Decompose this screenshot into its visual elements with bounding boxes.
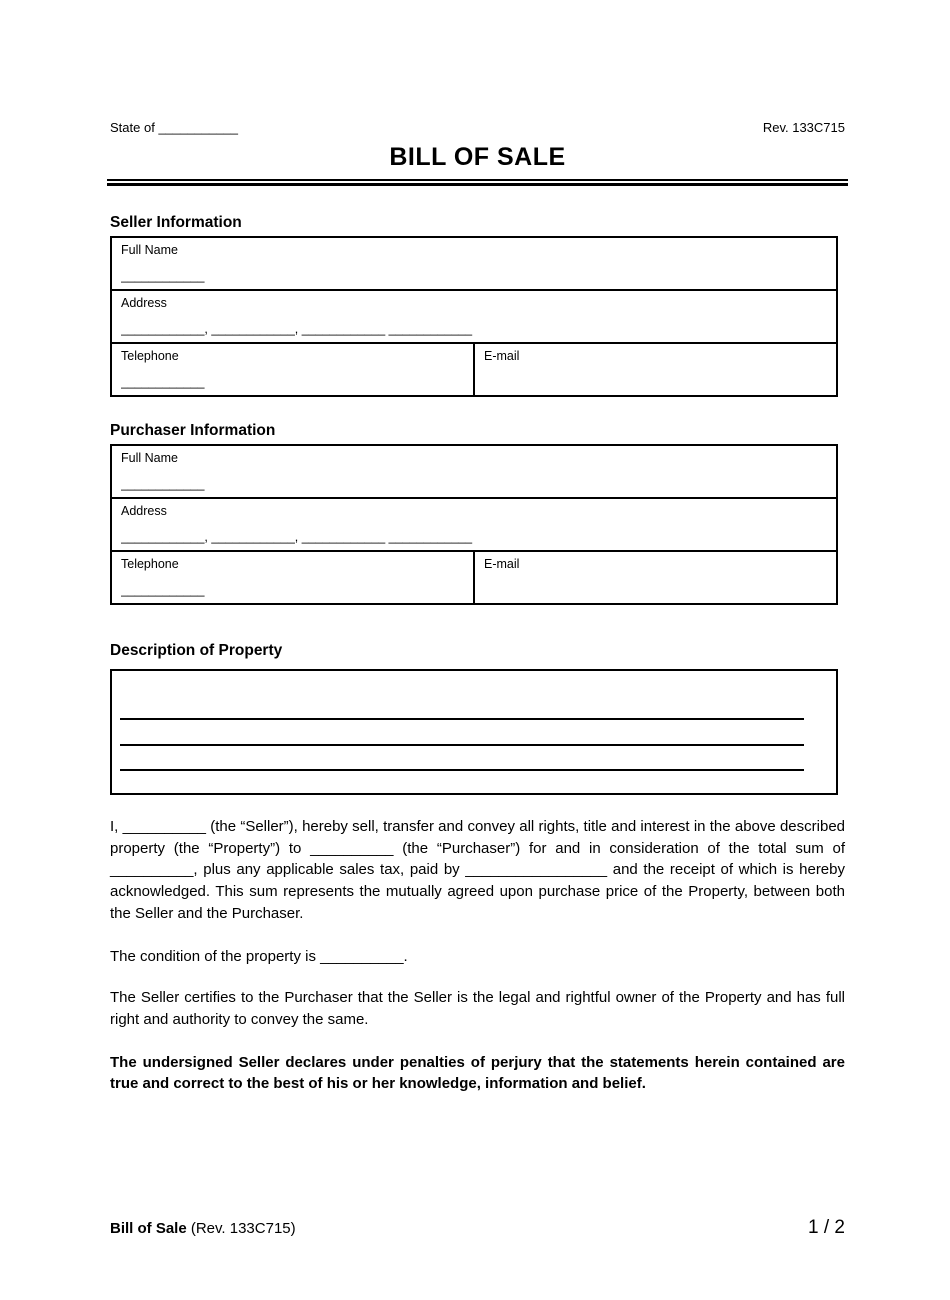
state-of-blank[interactable]: ___________ (158, 120, 238, 135)
description-blank-line[interactable] (120, 718, 804, 720)
full-name-label: Full Name (121, 243, 178, 257)
table-row (111, 237, 837, 290)
page-header (110, 120, 845, 135)
table-row (111, 551, 837, 604)
purchaser-address-cell (112, 499, 836, 550)
seller-telephone-blank[interactable]: ____________ (121, 376, 205, 389)
purchaser-full-name-cell (112, 446, 836, 497)
title-divider (107, 179, 848, 186)
seller-info-table (110, 236, 838, 397)
table-row (111, 498, 837, 551)
paragraph-perjury-declaration: The undersigned Seller declares under penalties of perjury that the statements herein contained are true and correct to the best of his or her knowledge, information and belief. (110, 1053, 845, 1093)
seller-address-blank[interactable]: ____________, ____________, ____________ ____________ (121, 323, 473, 336)
seller-address-cell (112, 291, 836, 342)
paragraph-sale-terms: I, __________ (the “Seller”), hereby sell, transfer and convey all rights, title and interest in the above described property (the “Property”) to __________ (the “Purchaser”) for and in consideration of the total sum of __________, plus any applicable sales tax, paid by _________________ and the receipt of which is hereby acknowledged. This sum represents the mutually agreed upon purchase price of the Property, between both the Seller and the Purchaser. (110, 818, 845, 922)
purchaser-address-blank[interactable]: ____________, ____________, ____________ ____________ (121, 531, 473, 544)
telephone-label: Telephone (121, 349, 179, 363)
seller-full-name-blank[interactable]: ____________ (121, 270, 205, 283)
purchaser-full-name-blank[interactable]: ____________ (121, 478, 205, 491)
footer-doc-title: Bill of Sale (110, 1220, 187, 1237)
full-name-label: Full Name (121, 451, 178, 465)
purchaser-info-table (110, 444, 838, 605)
seller-section-heading: Seller Information (110, 214, 242, 231)
purchaser-section-heading: Purchaser Information (110, 422, 276, 439)
purchaser-telephone-blank[interactable]: ____________ (121, 584, 205, 597)
table-row (111, 445, 837, 498)
page-footer (110, 1217, 845, 1239)
address-label: Address (121, 296, 167, 310)
address-label: Address (121, 504, 167, 518)
revision-label: Rev. 133C715 (762, 120, 845, 135)
telephone-label: Telephone (121, 557, 179, 571)
seller-telephone-cell (112, 344, 473, 395)
table-row (111, 343, 837, 396)
state-of-line (110, 120, 238, 135)
description-box (110, 669, 838, 795)
description-blank-line[interactable] (120, 744, 804, 746)
seller-full-name-cell (112, 238, 836, 289)
paragraph-condition: The condition of the property is __________. (110, 947, 408, 965)
purchaser-telephone-cell (112, 552, 473, 603)
description-blank-line[interactable] (120, 769, 804, 771)
page-number: 1 / 2 (808, 1217, 845, 1238)
document-title: BILL OF SALE (389, 143, 566, 171)
email-label: E-mail (484, 349, 520, 363)
description-section-heading: Description of Property (110, 642, 283, 659)
purchaser-email-cell[interactable] (475, 552, 836, 603)
email-label: E-mail (484, 557, 520, 571)
table-row (111, 290, 837, 343)
seller-email-cell[interactable] (475, 344, 836, 395)
footer-revision: (Rev. 133C715) (190, 1220, 296, 1237)
footer-document-info (110, 1220, 296, 1237)
state-of-label: State of (110, 120, 155, 135)
paragraph-ownership-certification: The Seller certifies to the Purchaser that the Seller is the legal and rightful owner of the Property and has full right and authority to convey the same. (110, 989, 845, 1028)
